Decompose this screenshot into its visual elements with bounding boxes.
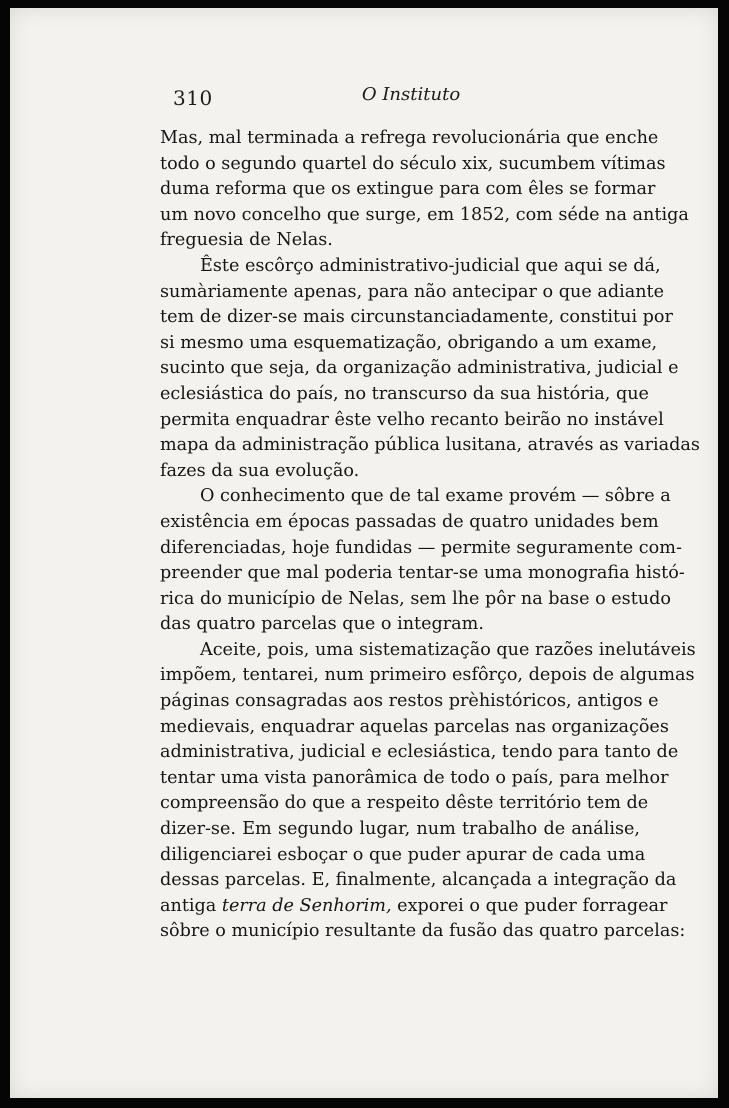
text-line: administrativa, judicial e eclesiástica, tendo para tanto de	[160, 742, 679, 763]
text-line: fazes da sua evolução.	[160, 460, 360, 481]
text-line: sucinto que seja, da organização administrativa, judicial e	[160, 358, 679, 379]
text-line: mapa da administração pública lusitana, através as variadas	[160, 435, 700, 456]
text-line: medievais, enquadrar aquelas parcelas nas organizações	[160, 716, 669, 737]
text-line: tem de dizer-se mais circunstanciadamente, constitui por	[160, 307, 673, 328]
text-line: existência em épocas passadas de quatro unidades bem	[160, 511, 659, 532]
text-line: diferenciadas, hoje fundidas — permite seguramente com-	[160, 537, 682, 558]
text-line: Aceite, pois, uma sistematização que razões inelutáveis	[200, 639, 696, 660]
text-line: dizer-se. Em segundo lugar, num trabalho de análise,	[160, 819, 640, 840]
body-text	[160, 126, 700, 945]
text-line: tentar uma vista panorâmica de todo o país, para melhor	[160, 767, 669, 788]
text-line: si mesmo uma esquematização, obrigando a um exame,	[160, 332, 658, 353]
text-line: preender que mal poderia tentar-se uma monografia histó-	[160, 563, 685, 584]
text-line: permita enquadrar êste velho recanto beirão no instável	[160, 409, 664, 430]
running-title: O Instituto	[361, 84, 461, 105]
text-line: sôbre o município resultante da fusão das quatro parcelas:	[160, 921, 686, 942]
text-line: rica do município de Nelas, sem lhe pôr na base o estudo	[160, 588, 671, 609]
text-line: duma reforma que os extingue para com êles se formar	[160, 179, 656, 200]
paragraph-2	[160, 254, 700, 484]
text-line: um novo concelho que surge, em 1852, com séde na antiga	[160, 204, 689, 225]
text-line: dessas parcelas. E, finalmente, alcançada a integração da	[160, 870, 677, 891]
paragraph-3	[160, 484, 685, 638]
text-line: sumàriamente apenas, para não antecipar o que adiante	[160, 281, 665, 302]
text-line: compreensão do que a respeito dêste território tem de	[160, 793, 649, 814]
text-fragment: antiga	[160, 895, 222, 916]
page-number: 310	[173, 86, 213, 110]
page-header	[173, 82, 649, 112]
text-line: Mas, mal terminada a refrega revolucionária que enche	[160, 128, 659, 148]
text-fragment: exporei o que puder forragear	[391, 895, 668, 916]
text-line: das quatro parcelas que o integram.	[160, 614, 484, 635]
text-line: páginas consagradas aos restos prèhistóricos, antigos e	[160, 691, 659, 712]
paragraph-1	[160, 126, 689, 254]
text-line-with-italic	[160, 894, 668, 920]
text-line: impõem, tentarei, num primeiro esfôrço, depois de algumas	[160, 665, 695, 686]
italic-phrase: terra de Senhorim,	[221, 895, 392, 916]
text-line: todo o segundo quartel do século xix, sucumbem vítimas	[160, 153, 666, 174]
text-line: diligenciarei esboçar o que puder apurar de cada uma	[160, 844, 646, 865]
text-line: freguesia de Nelas.	[160, 230, 333, 251]
text-line: O conhecimento que de tal exame provém — sôbre a	[200, 486, 671, 507]
text-line: eclesiástica do país, no transcurso da sua história, que	[160, 383, 649, 404]
paragraph-4	[160, 638, 696, 945]
text-line: Êste escôrço administrativo-judicial que aqui se dá,	[200, 255, 661, 276]
